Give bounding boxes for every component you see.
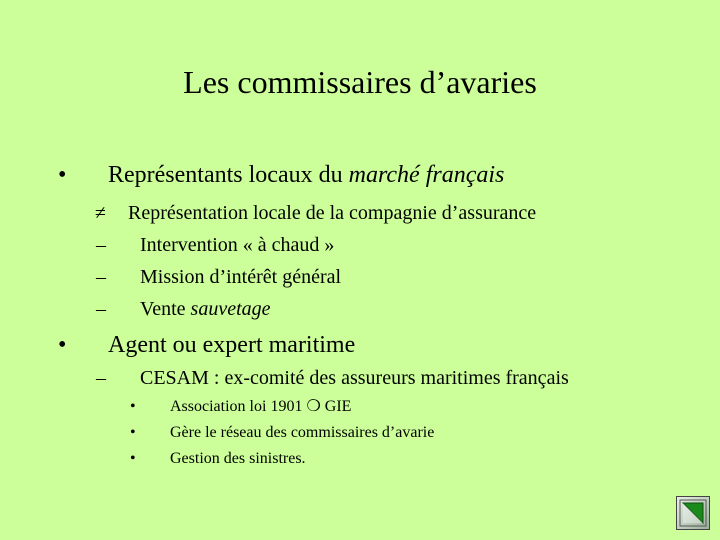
sub-item-vente-italic: sauvetage <box>190 298 271 320</box>
dash-mark: – <box>96 298 106 320</box>
subsub-item-reseau: Gère le réseau des commissaires d’avarie <box>170 424 435 441</box>
sub-item-vente-prefix: Vente <box>140 298 191 320</box>
bullet-text-1-italic: marché français <box>348 162 505 188</box>
small-bullet-mark: • <box>130 398 136 415</box>
sub-item-cesam: CESAM : ex-comité des assureurs maritimes français <box>140 367 569 389</box>
sub-item-representation: Représentation locale de la compagnie d’assurance <box>128 202 537 224</box>
subsub-item-association-suffix: GIE <box>320 398 352 415</box>
circle-arrow-icon: ❍ <box>306 398 321 415</box>
small-bullet-mark: • <box>130 424 136 441</box>
triangle-navigation-icon <box>677 497 709 529</box>
sub-item-vente <box>140 296 271 322</box>
page-title: Les commissaires d’avaries <box>183 64 537 100</box>
subsub-item-association-prefix: Association loi 1901 <box>170 398 307 415</box>
bullet-text-1 <box>108 160 504 190</box>
subsub-item-association <box>170 396 351 418</box>
next-slide-button[interactable] <box>676 496 710 530</box>
dash-mark: – <box>96 367 106 389</box>
bullet-mark: • <box>58 332 67 358</box>
bullet-text-1-prefix: Représentants locaux du <box>108 162 349 188</box>
dash-mark: – <box>96 234 106 256</box>
bullet-mark: • <box>58 162 67 188</box>
subsub-item-sinistres: Gestion des sinistres. <box>170 450 306 467</box>
sub-item-intervention: Intervention « à chaud » <box>140 234 335 256</box>
bullet-text-2: Agent ou expert maritime <box>108 332 356 358</box>
small-bullet-mark: • <box>130 450 136 467</box>
sub-item-mission: Mission d’intérêt général <box>140 266 342 288</box>
not-equal-icon: ≠ <box>95 202 106 224</box>
dash-mark: – <box>96 266 106 288</box>
